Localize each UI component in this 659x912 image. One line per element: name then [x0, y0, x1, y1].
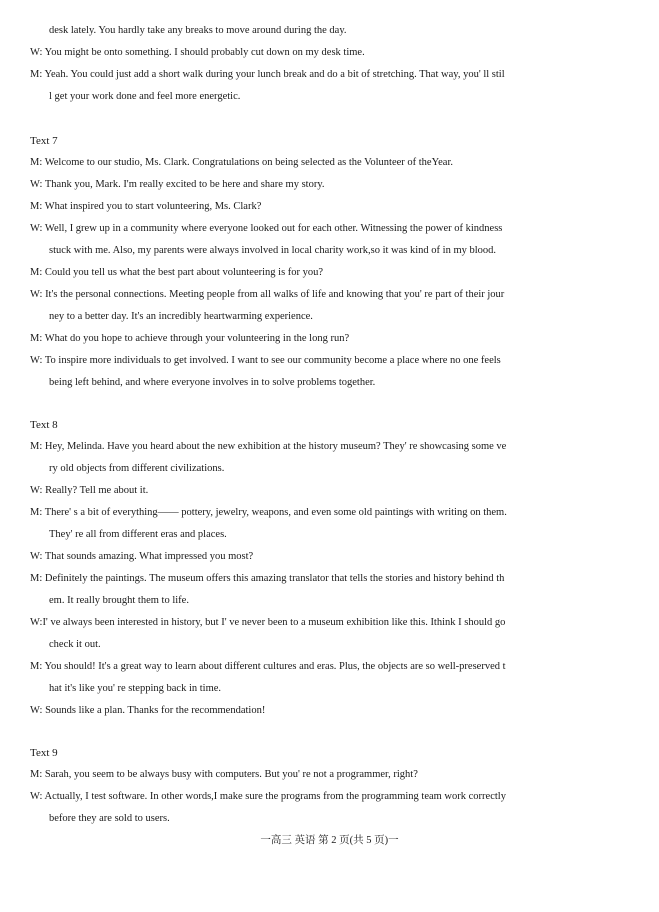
text-line: W: Sounds like a plan. Thanks for the recommendation! [30, 705, 266, 716]
text-line: W: Thank you, Mark. I'm really excited to be here and share my story. [30, 179, 325, 190]
text-line: ney to a better day. It's an incredibly heartwarming experience. [49, 311, 313, 322]
text-line: W:I' ve always been interested in history, but I' ve never been to a museum exhibition like this. Ithink I should go [30, 617, 506, 628]
section-heading-text-9: Text 9 [30, 747, 58, 759]
text-line: M: Definitely the paintings. The museum offers this amazing translator that tells the stories and history behind th [30, 573, 505, 584]
text-line: M: Hey, Melinda. Have you heard about the new exhibition at the history museum? They' re showcasing some ve [30, 441, 507, 452]
text-line: before they are sold to users. [49, 813, 170, 824]
text-line: being left behind, and where everyone involves in to solve problems together. [49, 377, 376, 388]
text-line: M: There' s a bit of everything—— pottery, jewelry, weapons, and even some old paintings with writing on them. [30, 507, 507, 518]
text-line: desk lately. You hardly take any breaks to move around during the day. [49, 25, 347, 36]
text-line: M: Welcome to our studio, Ms. Clark. Congratulations on being selected as the Volunteer of theYear. [30, 157, 453, 168]
text-line: M: Yeah. You could just add a short walk during your lunch break and do a bit of stretching. That way, you' ll stil [30, 69, 505, 80]
text-line: They' re all from different eras and places. [49, 529, 227, 540]
section-heading-text-8: Text 8 [30, 419, 58, 431]
text-line: M: What do you hope to achieve through your volunteering in the long run? [30, 333, 350, 344]
text-line: M: Sarah, you seem to be always busy with computers. But you' re not a programmer, right? [30, 769, 418, 780]
page-footer: 一高三 英语 第 2 页(共 5 页)一 [260, 835, 399, 846]
text-line: W: That sounds amazing. What impressed you most? [30, 551, 254, 562]
text-line: M: You should! It's a great way to learn about different cultures and eras. Plus, the objects are so well-preserved t [30, 661, 506, 672]
text-line: W: Well, I grew up in a community where everyone looked out for each other. Witnessing the power of kindness [30, 223, 503, 234]
text-line: M: What inspired you to start volunteering, Ms. Clark? [30, 201, 262, 212]
text-line: ry old objects from different civilizations. [49, 463, 225, 474]
text-line: M: Could you tell us what the best part about volunteering is for you? [30, 267, 324, 278]
text-line: W: Actually, I test software. In other words,I make sure the programs from the programming team work correctly [30, 791, 506, 802]
text-line: W: You might be onto something. I should probably cut down on my desk time. [30, 47, 365, 58]
text-line: em. It really brought them to life. [49, 595, 189, 606]
section-heading-text-7: Text 7 [30, 135, 58, 147]
text-line: W: It's the personal connections. Meeting people from all walks of life and knowing that you' re part of their jour [30, 289, 505, 300]
text-line: check it out. [49, 639, 101, 650]
text-line: hat it's like you' re stepping back in time. [49, 683, 222, 694]
text-line: l get your work done and feel more energetic. [49, 91, 241, 102]
text-line: W: To inspire more individuals to get involved. I want to see our community become a place where no one feels [30, 355, 501, 366]
text-line: stuck with me. Also, my parents were always involved in local charity work,so it was kind of in my blood. [49, 245, 497, 256]
text-line: W: Really? Tell me about it. [30, 485, 149, 496]
